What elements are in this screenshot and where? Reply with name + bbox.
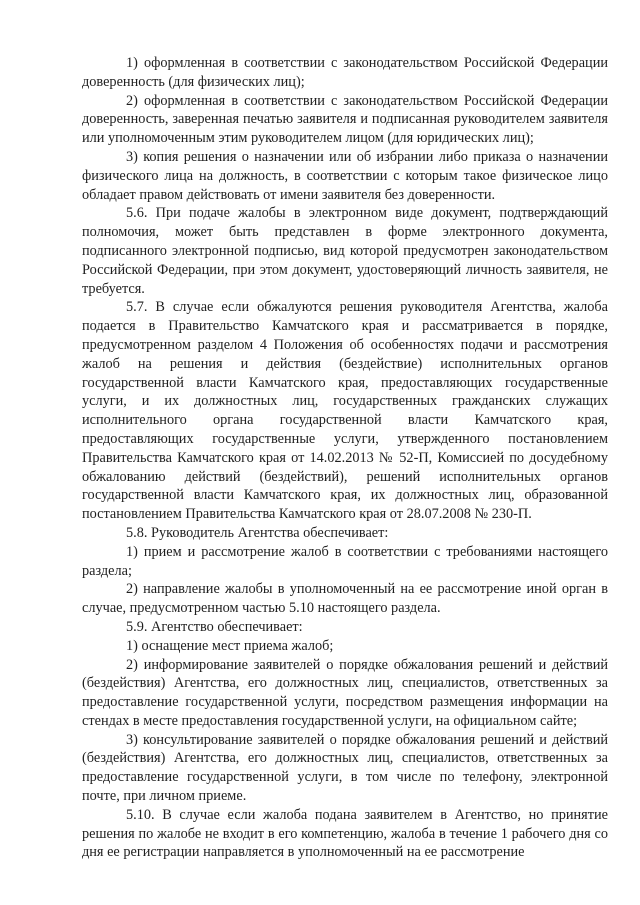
paragraph-section-5-6: 5.6. При подаче жалобы в электронном виде документ, подтверждающий полномочия, может быть представлен в форме электронного документа, подписанного электронной подписью, вид которой предусмотрен законодательством Российской Федерации, при этом документ, удостоверяющий личность заявителя, не требуется. bbox=[82, 205, 608, 297]
paragraph-item-2-power-of-attorney-legal-entities: 2) оформленная в соответствии с законодательством Российской Федерации доверенность, заверенная печатью заявителя и подписанная руководителем заявителя или уполномоченным этим руководителем лицом (для юридических лиц); bbox=[82, 92, 608, 147]
paragraph-section-5-10: 5.10. В случае если жалоба подана заявителем в Агентство, но принятие решения по жалобе не входит в его компетенцию, жалоба в течение 1 рабочего дня со дня ее регистрации направляется в уполномоченный на ее рассмотрение bbox=[82, 806, 608, 861]
paragraph-section-5-9-item-3: 3) консультирование заявителей о порядке обжалования решений и действий (бездействия) Агентства, его должностных лиц, специалистов, ответственных за предоставление государственной услуги, в том числе по телефону, электронной почте, при личном приеме. bbox=[82, 731, 608, 805]
paragraph-section-5-8-item-1: 1) прием и рассмотрение жалоб в соответствии с требованиями настоящего раздела; bbox=[82, 543, 608, 579]
paragraph-section-5-8-item-2: 2) направление жалобы в уполномоченный на ее рассмотрение иной орган в случае, предусмотренном частью 5.10 настоящего раздела. bbox=[82, 581, 608, 617]
paragraph-item-1-power-of-attorney-individuals: 1) оформленная в соответствии с законодательством Российской Федерации доверенность (для физических лиц); bbox=[82, 55, 608, 90]
paragraph-item-3-appointment-decision-copy: 3) копия решения о назначении или об избрании либо приказа о назначении физического лица на должность, в соответствии с которым такое физическое лицо обладает правом действовать от имени заявителя без доверенности. bbox=[82, 148, 608, 203]
paragraph-section-5-9-item-2: 2) информирование заявителей о порядке обжалования решений и действий (бездействия) Агентства, его должностных лиц, специалистов, ответственных за предоставление государственной услуги, посредством размещения информации на стендах в месте предоставления государственной услуги, на официальном сайте; bbox=[82, 656, 608, 729]
paragraph-section-5-8: 5.8. Руководитель Агентства обеспечивает: bbox=[126, 524, 389, 541]
paragraph-section-5-9-item-1: 1) оснащение мест приема жалоб; bbox=[126, 637, 334, 654]
paragraph-section-5-9: 5.9. Агентство обеспечивает: bbox=[126, 618, 303, 635]
paragraph-section-5-7: 5.7. В случае если обжалуются решения руководителя Агентства, жалоба подается в Правительство Камчатского края и рассматривается в порядке, предусмотренном разделом 4 Положения об особенностях подачи и рассмотрения жалоб на решения и действия (бездействие) исполнительных органов государственной власти Камчатского края, предоставляющих государственные услуги, и их должностных лиц, государственных гражданских служащих исполнительного органа государственной власти Камчатского края, предоставляющих государственные услуги, утвержденного постановлением Правительства Камчатского края от 14.02.2013 № 52-П, Комиссией по досудебному обжалованию действий (бездействий), решений исполнительных органов государственной власти Камчатского края, их должностных лиц, образованной постановлением Правительства Камчатского края от 28.07.2008 № 230-П. bbox=[82, 299, 608, 523]
